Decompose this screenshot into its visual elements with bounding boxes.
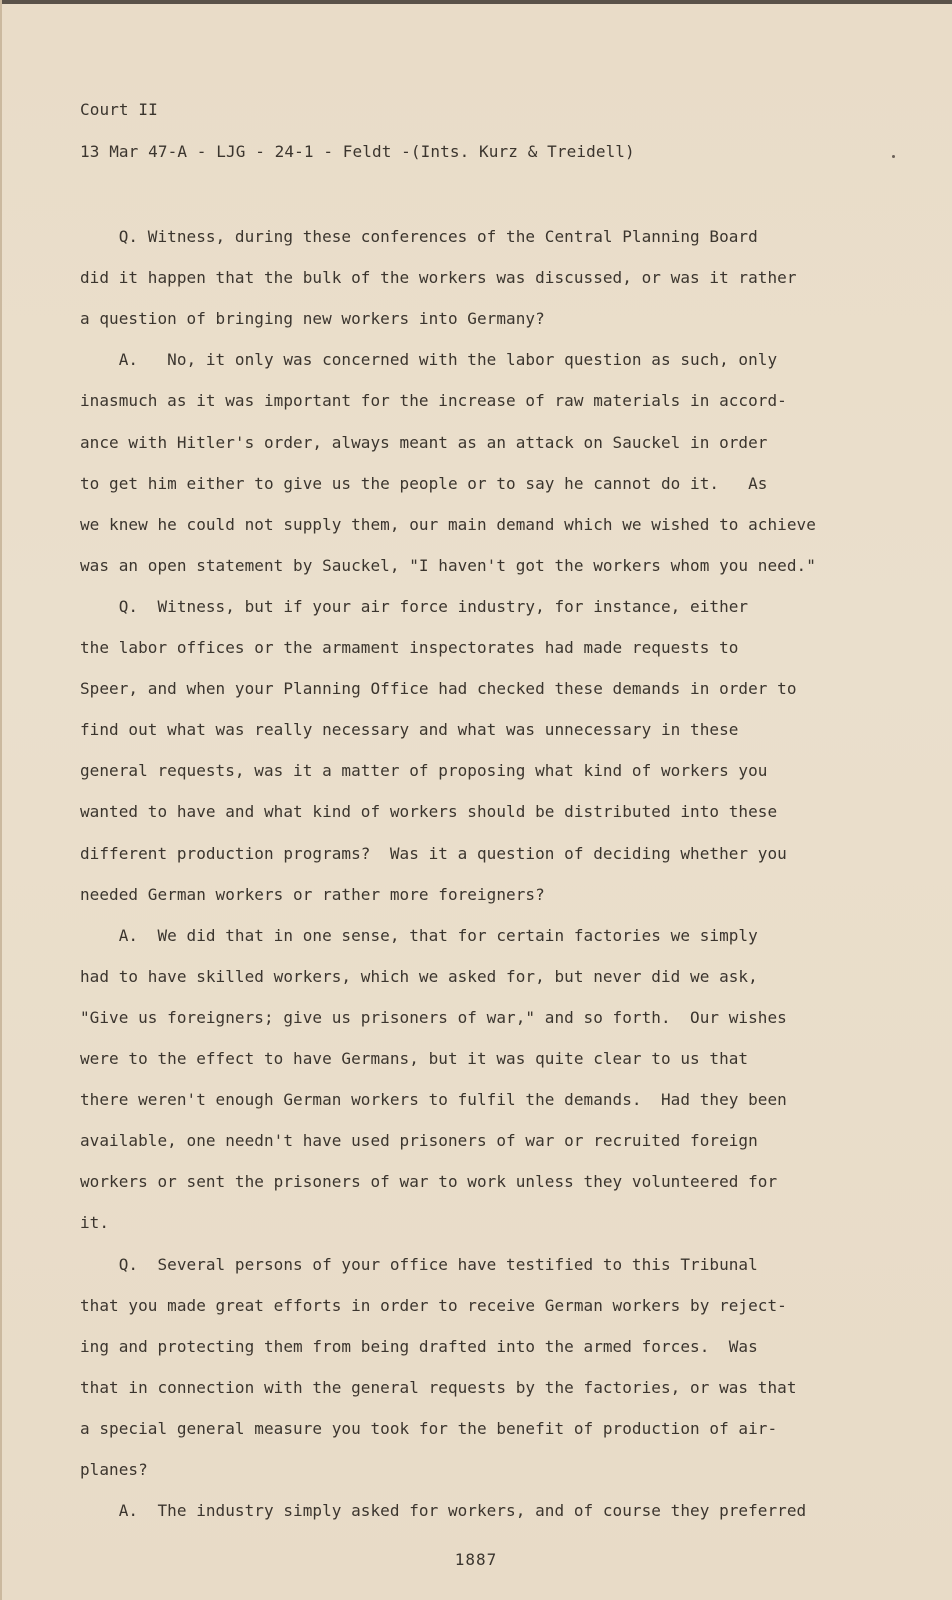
court-label: Court II <box>80 100 158 119</box>
transcript-line: "Give us foreigners; give us prisoners of war," and so forth. Our wishes <box>80 1007 787 1027</box>
paper-speck <box>892 155 895 158</box>
session-reference: 13 Mar 47-A - LJG - 24-1 - Feldt -(Ints. Kurz & Treidell) <box>80 142 635 161</box>
transcript-line: A. The industry simply asked for workers, and of course they preferred <box>80 1501 807 1521</box>
transcript-line: A. No, it only was concerned with the labor question as such, only <box>80 350 778 370</box>
transcript-line: Q. Witness, during these conferences of the Central Planning Board <box>80 227 758 246</box>
page-top-edge <box>0 0 952 4</box>
transcript-line: a special general measure you took for the benefit of production of air- <box>80 1418 778 1438</box>
transcript-line: Speer, and when your Planning Office had checked these demands in order to <box>80 679 797 699</box>
transcript-line: was an open statement by Sauckel, "I haven't got the workers whom you need." <box>80 555 816 575</box>
transcript-line: ance with Hitler's order, always meant as an attack on Sauckel in order <box>80 432 768 452</box>
transcript-line: different production programs? Was it a question of deciding whether you <box>80 843 787 863</box>
transcript-line: were to the effect to have Germans, but it was quite clear to us that <box>80 1049 749 1068</box>
page-left-edge <box>0 0 2 1600</box>
transcript-line: it. <box>80 1213 110 1233</box>
transcript-line: did it happen that the bulk of the workers was discussed, or was it rather <box>80 268 797 288</box>
transcript-line: that you made great efforts in order to receive German workers by reject- <box>80 1295 787 1315</box>
transcript-line: ing and protecting them from being drafted into the armed forces. Was <box>80 1336 758 1356</box>
page-number: 1887 <box>454 1550 498 1569</box>
transcript-line: we knew he could not supply them, our main demand which we wished to achieve <box>80 514 816 534</box>
transcript-line: workers or sent the prisoners of war to work unless they volunteered for <box>80 1172 778 1192</box>
transcript-line: wanted to have and what kind of workers should be distributed into these <box>80 802 778 822</box>
transcript-line: inasmuch as it was important for the increase of raw materials in accord- <box>80 391 787 411</box>
transcript-line: available, one needn't have used prisoners of war or recruited foreign <box>80 1131 758 1151</box>
transcript-line: planes? <box>80 1460 148 1479</box>
transcript-line: Q. Several persons of your office have testified to this Tribunal <box>80 1254 758 1274</box>
transcript-line: find out what was really necessary and what was unnecessary in these <box>80 720 739 740</box>
transcript-line: there weren't enough German workers to fulfil the demands. Had they been <box>80 1090 787 1110</box>
transcript-line: A. We did that in one sense, that for certain factories we simply <box>80 925 758 945</box>
transcript-line: general requests, was it a matter of proposing what kind of workers you <box>80 761 768 781</box>
transcript-line: that in connection with the general requests by the factories, or was that <box>80 1377 797 1397</box>
transcript-line: to get him either to give us the people or to say he cannot do it. As <box>80 473 768 493</box>
transcript-line: the labor offices or the armament inspectorates had made requests to <box>80 638 739 657</box>
transcript-line: Q. Witness, but if your air force industry, for instance, either <box>80 596 749 616</box>
transcript-line: a question of bringing new workers into Germany? <box>80 309 545 329</box>
transcript-line: needed German workers or rather more foreigners? <box>80 884 545 904</box>
transcript-line: had to have skilled workers, which we asked for, but never did we ask, <box>80 966 758 986</box>
